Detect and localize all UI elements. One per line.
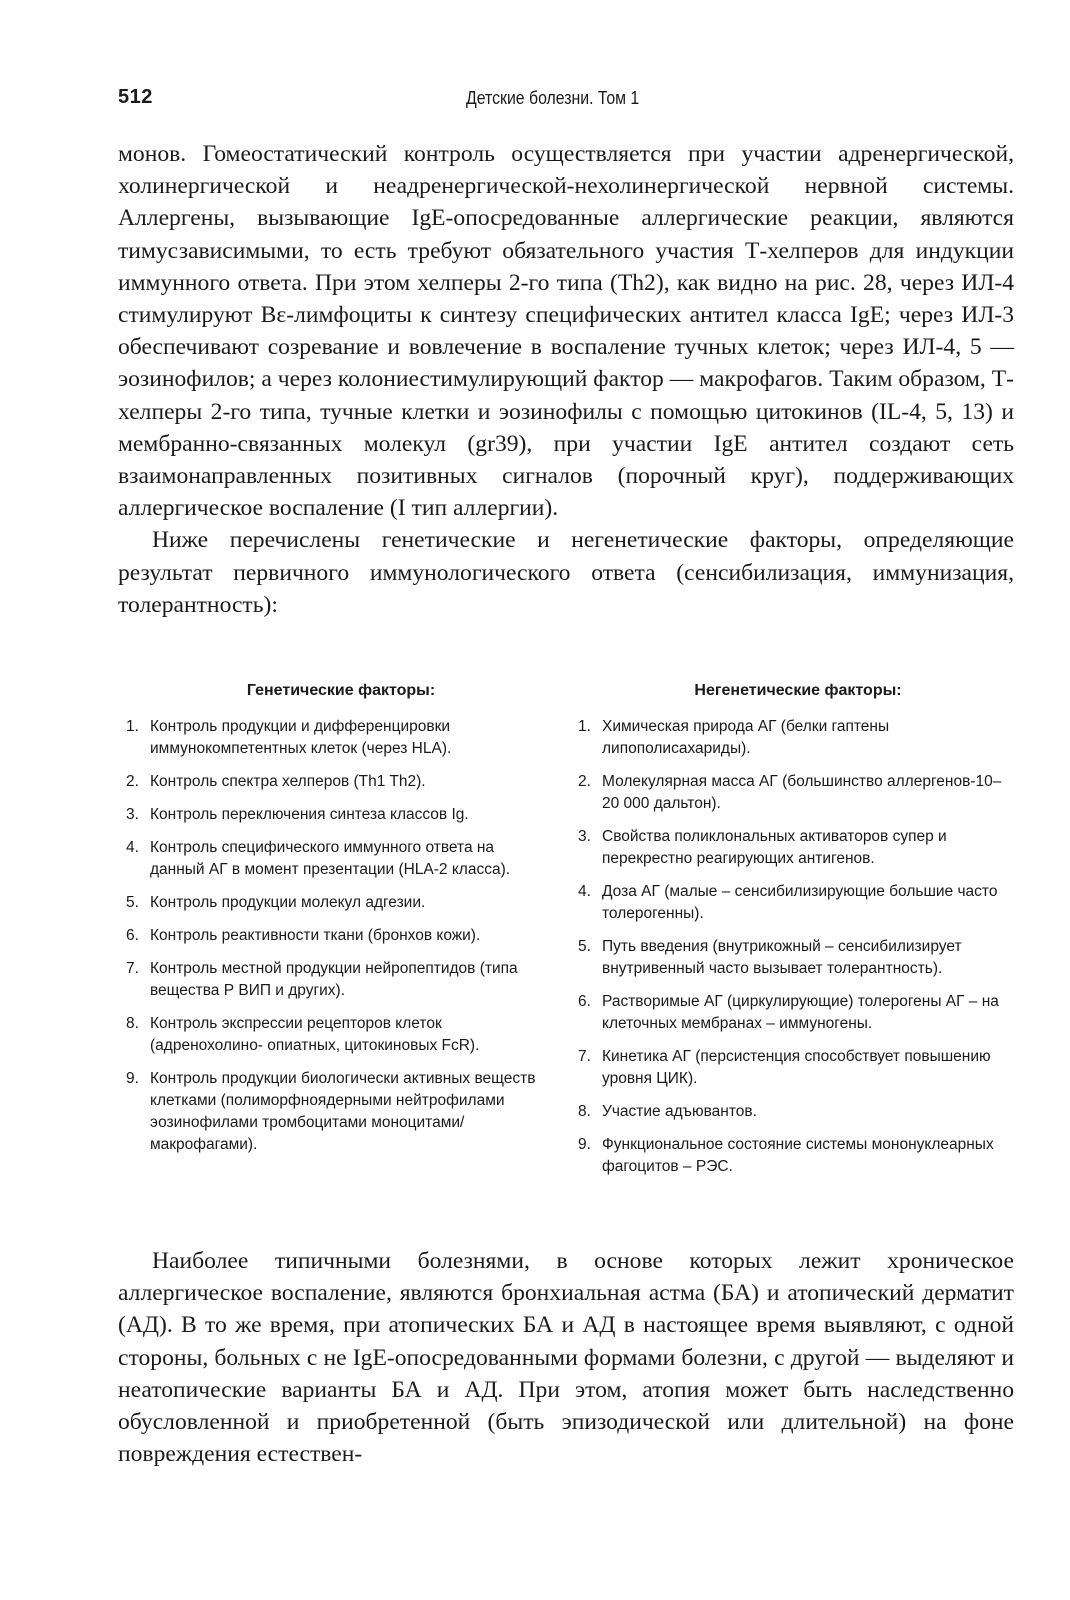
list-item — [126, 958, 546, 1002]
page-header — [118, 86, 1018, 118]
item-number: 9. — [126, 1070, 139, 1087]
list-item — [126, 771, 546, 793]
item-text: Участие адъювантов. — [602, 1103, 757, 1120]
list-item — [578, 1134, 1008, 1178]
item-number: 6. — [578, 993, 591, 1010]
item-text: Контроль продукции биологически активных веществ клетками (полиморфноядерными нейтрофилами эозинофилами тромбоцитами моноцитами/макрофагами). — [150, 1070, 536, 1153]
item-number: 2. — [578, 773, 591, 790]
item-number: 6. — [126, 927, 139, 944]
item-text: Контроль продукции молекул адгезии. — [150, 894, 426, 911]
running-title: Детские болезни. Том 1 — [466, 88, 640, 108]
item-text: Контроль реактивности ткани (бронхов кожи). — [150, 927, 481, 944]
item-text: Путь введения (внутрикожный – сенсибилизирует внутривенный часто вызывает толерантность). — [602, 938, 962, 977]
item-number: 7. — [126, 960, 139, 977]
list-item — [126, 892, 546, 914]
item-number: 1. — [126, 718, 139, 735]
list-item — [126, 1068, 546, 1156]
item-number: 9. — [578, 1136, 591, 1153]
list-item — [126, 804, 546, 826]
nongenetic-factors-column — [578, 680, 1008, 1189]
list-item — [578, 771, 1008, 815]
item-text: Функциональное состояние системы мононуклеарных фагоцитов – РЭС. — [602, 1136, 994, 1175]
list-item — [578, 936, 1008, 980]
item-number: 4. — [578, 883, 591, 900]
item-number: 5. — [126, 894, 139, 911]
list-item — [126, 837, 546, 881]
list-item — [578, 1101, 1008, 1123]
list-item — [578, 881, 1008, 925]
item-number: 5. — [578, 938, 591, 955]
list-item — [126, 716, 546, 760]
nongenetic-factors-title: Негенетические факторы: — [694, 682, 902, 699]
list-item — [578, 991, 1008, 1035]
item-text: Контроль продукции и дифференцировки иммунокомпетентных клеток (через HLA). — [150, 718, 452, 757]
item-text: Химическая природа АГ (белки гаптены липополисахариды). — [602, 718, 890, 757]
item-number: 3. — [126, 806, 139, 823]
item-number: 1. — [578, 718, 591, 735]
genetic-factors-column — [126, 680, 546, 1167]
item-number: 8. — [578, 1103, 591, 1120]
list-item — [126, 1013, 546, 1057]
list-item — [578, 1046, 1008, 1090]
list-item — [578, 716, 1008, 760]
list-item — [126, 925, 546, 947]
item-text: Контроль спектра хелперов (Th1 Th2). — [150, 773, 426, 790]
bottom-text-block — [118, 1245, 1014, 1470]
item-text: Контроль местной продукции нейропептидов (типа вещества Р ВИП и других). — [150, 960, 518, 999]
page-number: 512 — [118, 86, 153, 108]
item-text: Доза АГ (малые – сенсибилизирующие большие часто толерогенны). — [602, 883, 998, 922]
top-text-block — [118, 138, 1014, 621]
item-number: 3. — [578, 828, 591, 845]
item-number: 4. — [126, 839, 139, 856]
paragraph-factors-intro: Ниже перечислены генетические и негенетические факторы, определяющие результат первичного иммунологического ответа (сенсибилизация, иммунизация, толерантность): — [118, 527, 1014, 618]
item-text: Растворимые АГ (циркулирующие) толерогены АГ – на клеточных мембранах – иммуногены. — [602, 993, 999, 1032]
list-item — [578, 826, 1008, 870]
item-text: Свойства поликлональных активаторов супер и перекрестно реагирующих антигенов. — [602, 828, 947, 867]
item-text: Молекулярная масса АГ (большинство аллергенов-10–20 000 дальтон). — [602, 773, 1002, 812]
item-text: Контроль переключения синтеза классов Ig. — [150, 806, 469, 823]
nongenetic-factors-list — [578, 716, 1008, 1178]
item-text: Кинетика АГ (персистенция способствует повышению уровня ЦИК). — [602, 1048, 991, 1087]
item-number: 2. — [126, 773, 139, 790]
genetic-factors-list — [126, 716, 546, 1156]
item-number: 8. — [126, 1015, 139, 1032]
paragraph-typical-diseases: Наиболее типичными болезнями, в основе которых лежит хроническое аллергическое воспаление, являются бронхиальная астма (БА) и атопический дерматит (АД). В то же время, при атопических БА и АД в настоящее время выявляют, с одной стороны, больных с не IgE-опосредованными формами болезни, с другой — выделяют и неатопические варианты БА и АД. При этом, атопия может быть наследственно обусловленной и приобретенной (быть эпизодической или длительной) на фоне повреждения естествен- — [118, 1248, 1014, 1468]
item-text: Контроль специфического иммунного ответа на данный АГ в момент презентации (HLA-2 класса). — [150, 839, 511, 878]
paragraph-continuation: монов. Гомеостатический контроль осуществляется при участии адренергической, холинергической и неадренергической-нехолинергической нервной системы. Аллергены, вызывающие IgE-опосредованные аллергические реакции, являются тимусзависимыми, то есть требуют обязательного участия Т-хелперов для индукции иммунного ответа. При этом хелперы 2-го типа (Th2), как видно на рис. 28, через ИЛ-4 стимулируют Вε-лимфоциты к синтезу специфических антител класса IgE; через ИЛ-3 обеспечивают созревание и вовлечение в воспаление тучных клеток; через ИЛ-4, 5 — эозинофилов; а через колониестимулирующий фактор — макрофагов. Таким образом, Т-хелперы 2-го типа, тучные клетки и эозинофилы с помощью цитокинов (IL-4, 5, 13) и мембранно-связанных молекул (gr39), при участии IgE антител создают сеть взаимонаправленных позитивных сигналов (порочный круг), поддерживающих аллергическое воспаление (I тип аллергии). — [118, 141, 1014, 522]
item-text: Контроль экспрессии рецепторов клеток (адренохолино- опиатных, цитокиновых FcR). — [150, 1015, 480, 1054]
genetic-factors-title: Генетические факторы: — [246, 682, 436, 699]
item-number: 7. — [578, 1048, 591, 1065]
